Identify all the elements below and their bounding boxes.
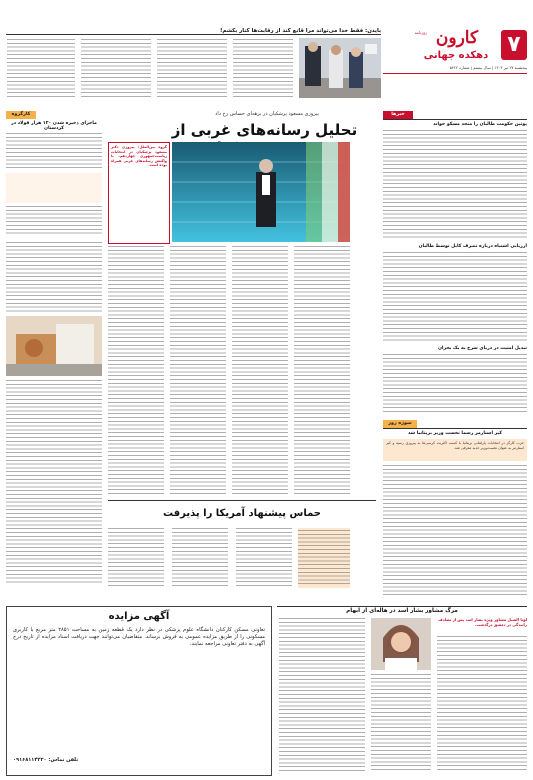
brief-3-headline: تبدیل امنیت در دریای سرخ به یک بحران xyxy=(438,346,527,351)
hot-news-headline: کیر استارمر رسما نخست وزیر بریتانیا شد xyxy=(407,431,503,436)
brief-1-headline: پوتین حکومت طالبان را متحد مسکو خواند xyxy=(433,122,527,127)
auction-title: آگهی مزایده xyxy=(108,611,170,622)
main-story-body-1 xyxy=(108,246,164,496)
hot-news-lead-box xyxy=(383,439,527,461)
page-number-badge: ۷ xyxy=(501,30,527,60)
section-title: دهکده جهانی xyxy=(423,50,489,61)
middle-story-headline: حماس پیشنهاد آمریکا را پذیرفت xyxy=(163,508,321,519)
main-story-lead: گروه بین‌الملل: پیروزی دکتر مسعود پزشکیان در انتخابات ریاست‌جمهوری چهاردهم، با واکنش رسانه‌های غربی همراه بوده است. xyxy=(111,145,167,168)
main-story-kicker: پیروزی مسعود پزشکیان در برهه‌ای حساس رخ داد xyxy=(215,111,319,117)
logo: کارون xyxy=(435,28,479,48)
brief-2-headline: ارزیابی اشتباه درباره تصرف کابل توسط طالبان xyxy=(418,244,527,249)
main-story-body-4 xyxy=(294,246,350,496)
main-story-headline: تحلیل رسانه‌های غربی از xyxy=(171,121,358,139)
flood-photo xyxy=(6,316,102,376)
main-story-body-2 xyxy=(170,246,226,496)
obituary xyxy=(277,606,527,776)
main-story-lead-box xyxy=(108,142,170,244)
left-column-body xyxy=(6,242,102,312)
obituary-headline: مرگ مشاور بشار اسد در هاله‌ای از ابهام xyxy=(346,608,458,614)
short-story-headline: ماجرای ذخیره شدن ۱۲۰ هزار فولاد در کردستان xyxy=(11,121,97,132)
auction-contact: تلفن تماس: ۰۹۱۶۸۱۱۴۲۲۰ xyxy=(13,757,79,763)
auction-ad xyxy=(6,606,272,776)
main-story-body-3 xyxy=(232,246,288,496)
hot-news-tag: سوژه روز xyxy=(383,420,417,428)
masthead xyxy=(383,28,527,78)
top-story-photo xyxy=(299,38,381,98)
short-story xyxy=(6,111,102,238)
short-story-tag: کارگروه xyxy=(6,111,36,119)
news-briefs-tag: خبرها xyxy=(383,111,413,119)
obituary-lead: لونا الشبل مشاور ویژه بشار اسد پس از تصادف رانندگی در دمشق درگذشت. xyxy=(438,617,527,627)
hot-news xyxy=(383,420,527,600)
top-story xyxy=(6,28,381,108)
top-story-headline: بایدن: فقط خدا می‌تواند مرا قانع کند از رقابت‌ها کنار بکشم! xyxy=(6,28,381,35)
date-line: پنجشنبه ۲۷ تیر ۱۴۰۳ | سال بیستم | شماره ۵۴۲۲ xyxy=(449,65,527,70)
auction-body: تعاونی مسکن کارکنان دانشگاه علوم پزشکی در نظر دارد یک قطعه زمین به مساحت ۲۸۵۱ متر مربع با کاربری مسکونی را از طریق مزایده عمومی به فروش برساند. متقاضیان می‌توانند جهت دریافت اسناد مزایده از تاریخ درج آگهی به دفتر تعاونی مراجعه نمایند. xyxy=(13,627,266,647)
main-story-photo xyxy=(172,142,350,242)
obituary-photo xyxy=(371,618,431,670)
hot-news-lead: حزب کارگر در انتخابات پارلمانی بریتانیا با کسب اکثریت کرسی‌ها به پیروزی رسید و کیر استارمر به عنوان نخست‌وزیر جدید معرفی شد. xyxy=(386,441,524,450)
news-briefs xyxy=(383,111,527,416)
logo-subtitle: روزنامه xyxy=(414,30,427,35)
